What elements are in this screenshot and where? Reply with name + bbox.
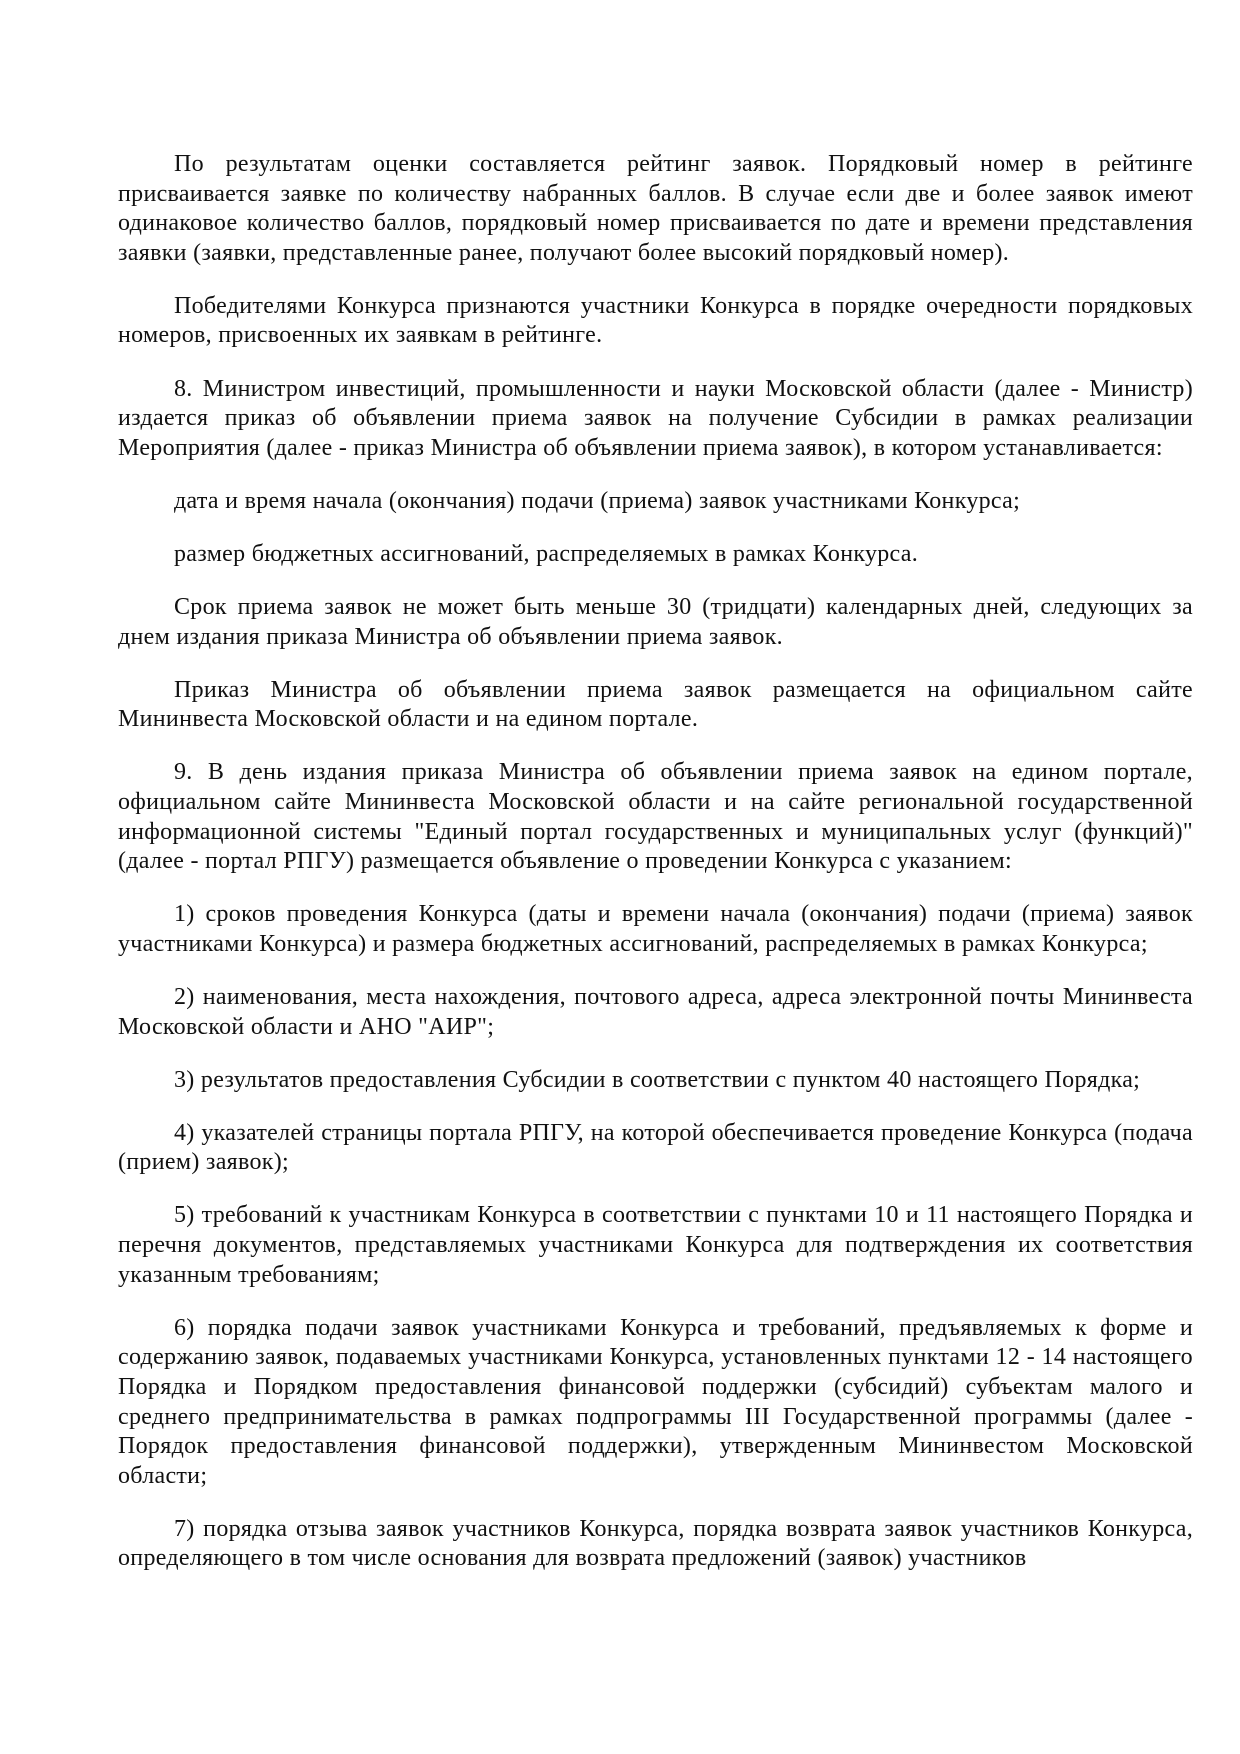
paragraph-term: Срок приема заявок не может быть меньше 30 (тридцати) календарных дней, следующих за днем издания приказа Министра об объявлении приема заявок. bbox=[118, 594, 1193, 650]
paragraph-9: 9. В день издания приказа Министра об объявлении приема заявок на едином портале, официальном сайте Мининвеста Московской области и на сайте региональной государственной информационной системы "Единый портал государственных и муниципальных услуг (функций)" (далее - портал РПГУ) размещается объявление о проведении Конкурса с указанием: bbox=[118, 759, 1193, 875]
list-item-1: 1) сроков проведения Конкурса (даты и времени начала (окончания) подачи (приема) заявок участниками Конкурса) и размера бюджетных ассигнований, распределяемых в рамках Конкурса; bbox=[118, 901, 1193, 957]
paragraph-budget: размер бюджетных ассигнований, распределяемых в рамках Конкурса. bbox=[174, 540, 919, 567]
paragraph-rating: По результатам оценки составляется рейтинг заявок. Порядковый номер в рейтинге присваивается заявке по количеству набранных баллов. В случае если две и более заявок имеют одинаковое количество баллов, порядковый номер присваивается по дате и времени представления заявки (заявки, представленные ранее, получают более высокий порядковый номер). bbox=[118, 151, 1193, 266]
list-item-6: 6) порядка подачи заявок участниками Конкурса и требований, предъявляемых к форме и содержанию заявок, подаваемых участниками Конкурса, установленных пунктами 12 - 14 настоящего Порядка и Порядком предоставления финансовой поддержки (субсидий) субъектам малого и среднего предпринимательства в рамках подпрограммы III Государственной программы (далее - Порядок предоставления финансовой поддержки), утвержденным Мининвестом Московской области; bbox=[118, 1314, 1193, 1489]
document-page bbox=[118, 150, 1193, 1597]
list-item-3: 3) результатов предоставления Субсидии в соответствии с пунктом 40 настоящего Порядка; bbox=[174, 1066, 1141, 1093]
paragraph-date-time: дата и время начала (окончания) подачи (приема) заявок участниками Конкурса; bbox=[174, 487, 1021, 514]
paragraph-8: 8. Министром инвестиций, промышленности и науки Московской области (далее - Министр) издается приказ об объявлении приема заявок на получение Субсидии в рамках реализации Мероприятия (далее - приказ Министра об объявлении приема заявок), в котором устанавливается: bbox=[118, 375, 1193, 461]
list-item-2: 2) наименования, места нахождения, почтового адреса, адреса электронной почты Мининвеста Московской области и АНО "АИР"; bbox=[118, 983, 1193, 1040]
list-item-4: 4) указателей страницы портала РПГУ, на которой обеспечивается проведение Конкурса (подача (прием) заявок); bbox=[118, 1119, 1193, 1176]
paragraph-order-publication: Приказ Министра об объявлении приема заявок размещается на официальном сайте Мининвеста Московской области и на едином портале. bbox=[118, 676, 1193, 733]
paragraph-winners: Победителями Конкурса признаются участники Конкурса в порядке очередности порядковых номеров, присвоенных их заявкам в рейтинге. bbox=[118, 292, 1193, 349]
list-item-5: 5) требований к участникам Конкурса в соответствии с пунктами 10 и 11 настоящего Порядка и перечня документов, представляемых участниками Конкурса для подтверждения их соответствия указанным требованиям; bbox=[118, 1202, 1193, 1288]
list-item-7: 7) порядка отзыва заявок участников Конкурса, порядка возврата заявок участников Конкурса, определяющего в том числе основания для возврата предложений (заявок) участников bbox=[118, 1515, 1193, 1572]
